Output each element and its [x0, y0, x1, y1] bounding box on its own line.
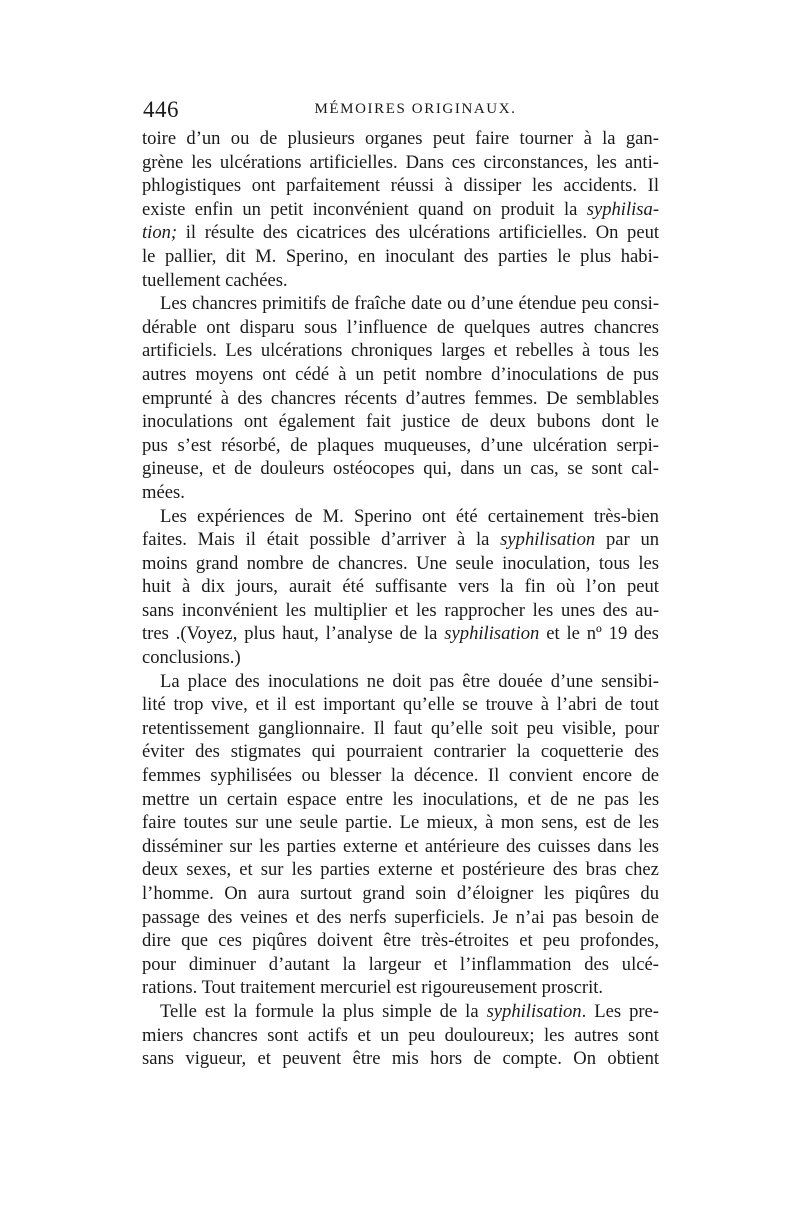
text-line: dire que ces piqûres doivent être très-étroites et peu profondes, [142, 930, 659, 952]
text-line: tres .(Voyez, plus haut, l’analyse de la syphilisation et le nº 19 des [142, 623, 659, 645]
text-line: existe enfin un petit inconvénient quand on produit la syphilisa- [142, 198, 660, 220]
text-line: lité trop vive, et il est important qu’elle se trouve à l’abri de tout [142, 694, 659, 716]
text-line: sans inconvénient les multiplier et les rapprocher les unes des au- [142, 599, 660, 621]
text-line: miers chancres sont actifs et un peu douloureux; les autres sont [142, 1024, 659, 1046]
text-line: huit à dix jours, aurait été suffisante vers la fin où l’on peut [142, 576, 659, 598]
text-line: mettre un certain espace entre les inoculations, et de ne pas les [142, 788, 660, 810]
text-line: artificiels. Les ulcérations chroniques larges et rebelles à tous les [142, 340, 660, 362]
page-header [143, 97, 658, 127]
text-line: tuellement cachées. [142, 269, 288, 291]
text-line: éviter des stigmates qui pourraient contrarier la coquetterie des [142, 741, 660, 763]
text-line: inoculations ont également fait justice de deux bubons dont le [142, 411, 660, 433]
text-line: le pallier, dit M. Sperino, en inoculant des parties le plus habi- [142, 245, 659, 267]
text-line: faites. Mais il était possible d’arriver à la syphilisation par un [142, 529, 660, 551]
text-line: faire toutes sur une seule partie. Le mieux, à mon sens, est de les [142, 812, 659, 834]
text-line: Les expériences de M. Sperino ont été certainement très-bien [160, 505, 659, 527]
text-line: deux sexes, et sur les parties externe et postérieure des bras chez [142, 859, 659, 881]
text-line: mées. [142, 481, 185, 503]
text-line: emprunté à des chancres récents d’autres femmes. De semblables [142, 387, 659, 409]
text-line: pour diminuer d’autant la largeur et l’inflammation des ulcé- [142, 953, 659, 975]
text-line: tion; il résulte des cicatrices des ulcérations artificielles. On peut [142, 222, 660, 244]
text-line: autres moyens ont cédé à un petit nombre d’inoculations de pus [142, 363, 659, 385]
text-line: dérable ont disparu sous l’influence de quelques autres chancres [142, 316, 659, 338]
text-line: La place des inoculations ne doit pas être douée d’une sensibi- [160, 670, 659, 692]
text-line: l’homme. On aura surtout grand soin d’éloigner les piqûres du [142, 883, 659, 904]
text-line: grène les ulcérations artificielles. Dans ces circonstances, les anti- [142, 151, 659, 173]
text-line: Telle est la formule la plus simple de la syphilisation. Les pre- [160, 1000, 659, 1022]
text-line: toire d’un ou de plusieurs organes peut faire tourner à la gan- [142, 128, 659, 149]
text-line: disséminer sur les parties externe et antérieure des cuisses dans les [142, 835, 659, 857]
text-line: femmes syphilisées ou blesser la décence. Il convient encore de [142, 765, 660, 787]
text-line: Les chancres primitifs de fraîche date ou d’une étendue peu consi- [160, 293, 660, 315]
text-line: retentissement ganglionnaire. Il faut qu’elle soit peu visible, pour [142, 717, 660, 739]
text-line: moins grand nombre de chancres. Une seule inoculation, tous les [142, 552, 659, 574]
body-text [142, 127, 659, 1071]
text-line: rations. Tout traitement mercuriel est rigoureusement proscrit. [142, 977, 604, 999]
text-line: conclusions.) [142, 647, 241, 669]
text-line: phlogistiques ont parfaitement réussi à dissiper les accidents. Il [142, 175, 659, 197]
text-line: sans vigueur, et peuvent être mis hors de compte. On obtient [142, 1048, 660, 1070]
text-line: passage des veines et des nerfs superficiels. Je n’ai pas besoin de [142, 906, 659, 928]
text-line: pus s’est résorbé, de plaques muqueuses, d’une ulcération serpi- [142, 434, 659, 456]
running-head: MÉMOIRES ORIGINAUX. [314, 101, 517, 117]
page-number: 446 [143, 97, 179, 122]
text-line: gineuse, et de douleurs ostéocopes qui, dans un cas, se sont cal- [142, 458, 659, 480]
